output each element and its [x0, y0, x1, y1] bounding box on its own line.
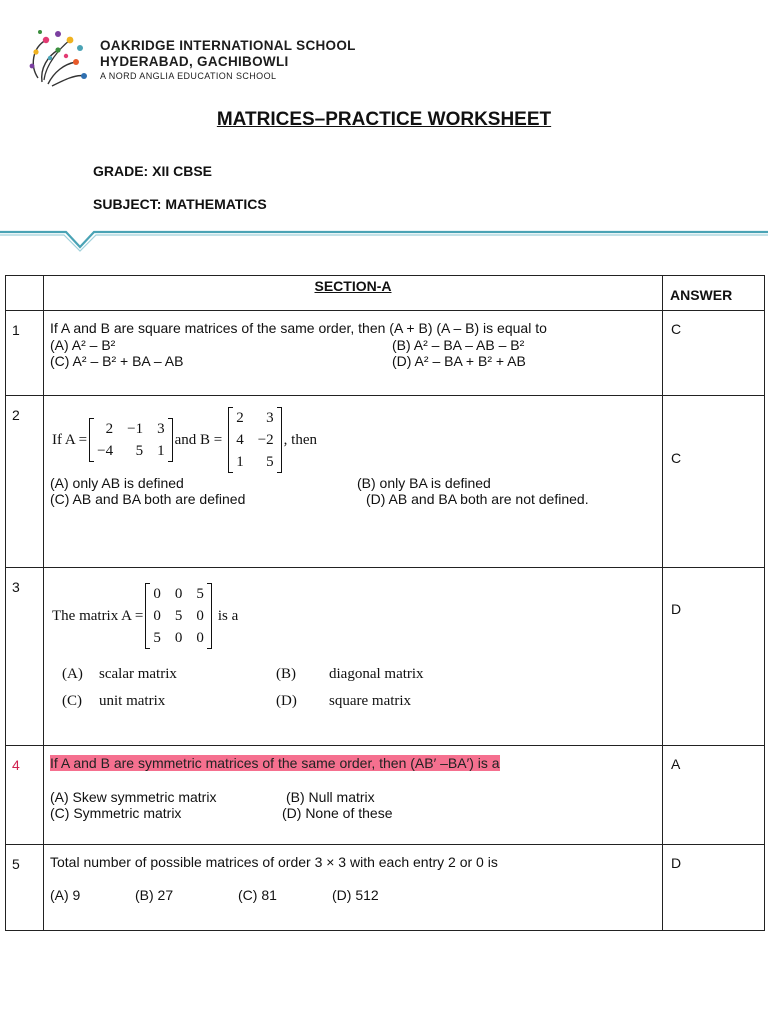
header-divider — [0, 225, 768, 255]
answer-cell: D — [663, 845, 765, 931]
matrix-a — [89, 418, 172, 462]
option-d: (D) None of these — [282, 805, 393, 821]
question-cell — [44, 746, 663, 845]
option-d-label: (D) — [276, 693, 297, 709]
option-a-label: (A) — [62, 666, 83, 682]
matrix-entry: −2 — [257, 432, 274, 448]
matrix-entry: 5 — [266, 454, 274, 470]
option-d: (D) A² – BA + B² + AB — [392, 353, 526, 369]
matrix-entry: 5 — [196, 586, 204, 602]
question-cell — [44, 568, 663, 746]
table-header-row — [6, 276, 765, 311]
table-row — [6, 311, 765, 396]
matrix-entry: 1 — [236, 454, 244, 470]
table-row — [6, 396, 765, 568]
matrix-entry: 0 — [196, 630, 204, 646]
matrix-entry: 5 — [174, 608, 183, 624]
option-a: (A) Skew symmetric matrix — [50, 789, 217, 805]
answer-cell: C — [663, 311, 765, 396]
question-number: 5 — [6, 845, 44, 931]
option-d: (D) 512 — [332, 887, 379, 903]
school-name-line1: OAKRIDGE INTERNATIONAL SCHOOL — [100, 38, 356, 53]
matrix-question-suffix: is a — [217, 608, 239, 624]
worksheet-title: MATRICES–PRACTICE WORKSHEET — [216, 109, 552, 130]
school-name — [100, 38, 356, 70]
option-a: scalar matrix — [99, 666, 177, 682]
option-c: (C) 81 — [238, 887, 277, 903]
question-text: Total number of possible matrices of order 3 × 3 with each entry 2 or 0 is — [50, 854, 498, 870]
matrix-question — [52, 405, 656, 475]
matrix-entry: −1 — [127, 421, 144, 437]
option-a: (A) only AB is defined — [50, 475, 184, 491]
grade-label: GRADE: XII CBSE — [93, 163, 213, 179]
option-b-label: (B) — [276, 666, 296, 682]
answer-cell: A — [663, 746, 765, 845]
answer-column-header: ANSWER — [663, 276, 765, 311]
option-b: (B) Null matrix — [286, 789, 375, 805]
matrix-entry: 2 — [105, 421, 114, 437]
matrix-entry: 5 — [135, 443, 144, 459]
option-b: (B) 27 — [135, 887, 174, 903]
subject-label: SUBJECT: MATHEMATICS — [93, 196, 267, 212]
matrix-entry: −4 — [97, 443, 114, 459]
table-row — [6, 845, 765, 931]
header-num-cell — [6, 276, 44, 311]
matrix-entry: 4 — [236, 432, 244, 448]
matrix-question-middle: and B = — [174, 432, 223, 448]
question-text-highlighted: If A and B are symmetric matrices of the same order, then (AB′ –BA′) is a — [50, 755, 500, 771]
matrix-entry: 5 — [153, 630, 161, 646]
question-cell — [44, 845, 663, 931]
matrix-entry: 3 — [157, 421, 165, 437]
option-c: (C) A² – B² + BA – AB — [50, 353, 184, 369]
answer-cell: D — [663, 568, 765, 746]
matrix-entry: 0 — [153, 586, 161, 602]
option-c-label: (C) — [62, 693, 82, 709]
question-cell — [44, 311, 663, 396]
option-b: diagonal matrix — [329, 666, 424, 682]
table-row — [6, 568, 765, 746]
matrix-question-prefix: The matrix A = — [52, 608, 144, 624]
option-b: (B) only BA is defined — [357, 475, 491, 491]
question-number: 2 — [6, 396, 44, 568]
matrix-entry: 3 — [266, 410, 274, 426]
matrix-entry: 0 — [153, 608, 161, 624]
question-cell — [44, 396, 663, 568]
matrix-question-prefix: If A = — [52, 432, 88, 448]
question-number: 4 — [6, 746, 44, 845]
question-number: 1 — [6, 311, 44, 396]
matrix-entry: 0 — [174, 586, 183, 602]
option-a: (A) A² – B² — [50, 337, 116, 353]
matrix-a — [145, 583, 212, 649]
matrix-entry: 0 — [174, 630, 183, 646]
option-c: (C) Symmetric matrix — [50, 805, 182, 821]
option-c: (C) AB and BA both are defined — [50, 491, 246, 507]
matrix-question — [52, 577, 656, 655]
matrix-question-suffix: , then — [283, 432, 317, 448]
options-block — [62, 661, 656, 715]
option-b: (B) A² – BA – AB – B² — [392, 337, 525, 353]
matrix-entry: 0 — [196, 608, 204, 624]
school-logo — [24, 28, 94, 92]
answer-cell: C — [663, 396, 765, 568]
option-a: (A) 9 — [50, 887, 81, 903]
table-row — [6, 746, 765, 845]
matrix-entry: 2 — [236, 410, 244, 426]
option-d: (D) AB and BA both are not defined. — [366, 491, 589, 507]
questions-table — [5, 275, 765, 931]
question-number: 3 — [6, 568, 44, 746]
school-affiliation: A NORD ANGLIA EDUCATION SCHOOL — [100, 71, 277, 81]
option-d: square matrix — [329, 693, 412, 709]
matrix-b — [228, 407, 281, 473]
option-c: unit matrix — [99, 693, 166, 709]
question-text: If A and B are square matrices of the same order, then (A + B) (A – B) is equal to — [50, 320, 547, 336]
school-name-line2: HYDERABAD, GACHIBOWLI — [100, 54, 289, 69]
matrix-entry: 1 — [157, 443, 165, 459]
section-title: SECTION-A — [44, 276, 663, 311]
